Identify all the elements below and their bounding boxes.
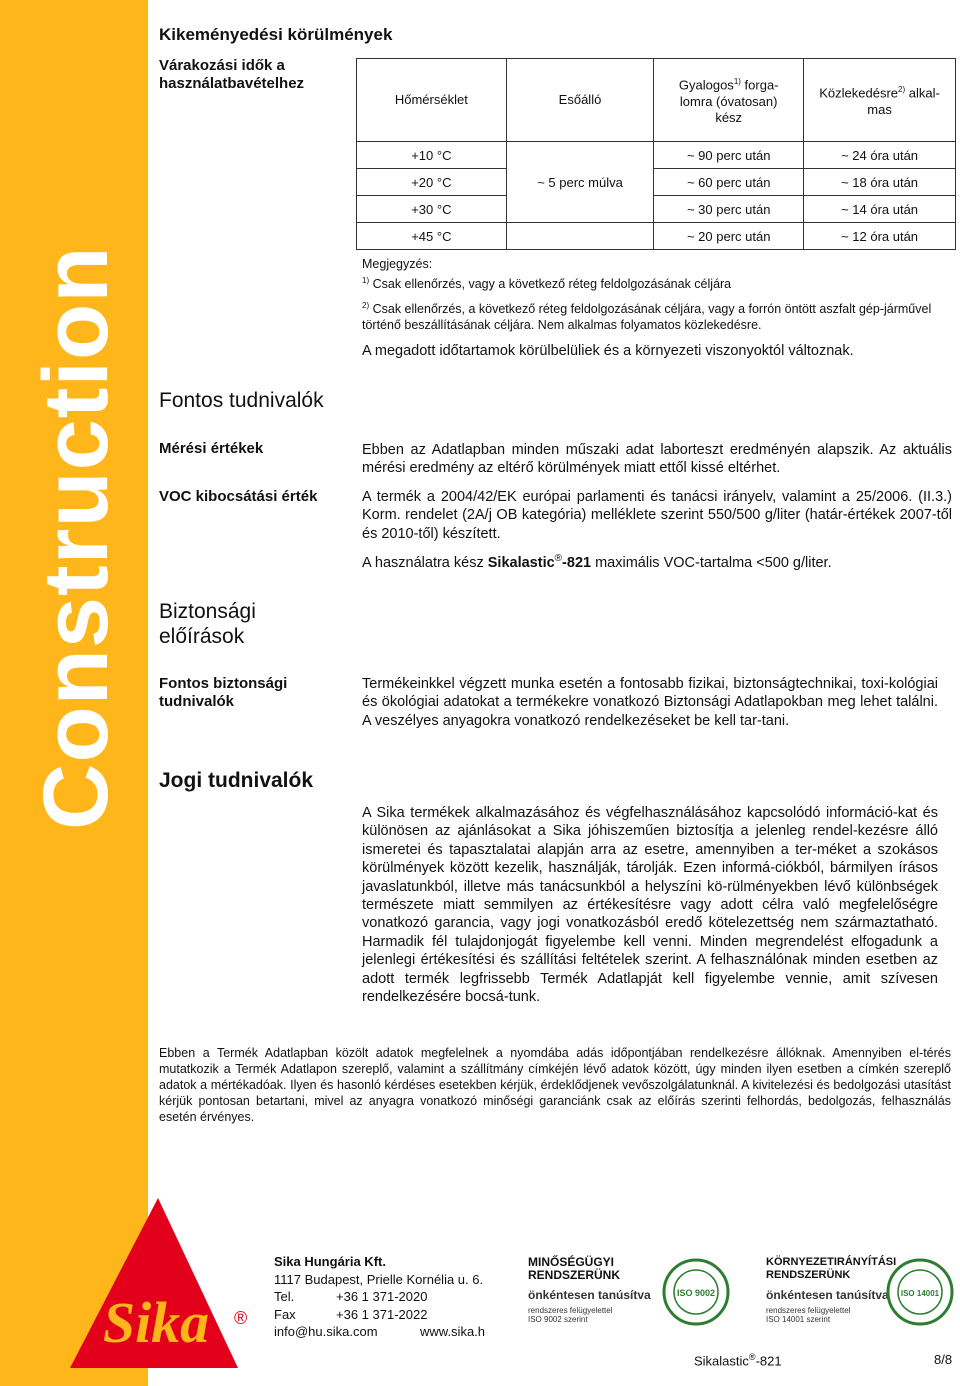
- email-link[interactable]: info@hu.sika.com: [274, 1324, 378, 1339]
- notes-title: Megjegyzés:: [362, 257, 433, 271]
- approx-note: A megadott időtartamok körülbelüliek és a környezeti viszonyoktól változnak.: [362, 343, 854, 359]
- company-name: Sika Hungária Kft.: [274, 1254, 386, 1269]
- legal-title: Jogi tudnivalók: [159, 769, 314, 792]
- voc-text-2: A használatra kész Sikalastic®-821 maximális VOC-tartalma <500 g/liter.: [362, 553, 832, 571]
- web-link[interactable]: www.sika.h: [420, 1324, 486, 1339]
- company-street: 1117 Budapest, Prielle Kornélia u. 6.: [274, 1271, 484, 1287]
- safety-title: Biztonsági előírások: [159, 600, 256, 648]
- cert-env-seal-icon: [886, 1258, 954, 1326]
- legal-text: A Sika termékek alkalmazásához és végfelhasználásához kapcsolódó információ-kat és különösen az ajánlásokat a Sika jóhiszeműen biztosítja a jelenleg rendel-kezésre álló ismeretei és tapasztalatai alapján arra az esetre, amennyiben a ter-méket a szokásos körülmények között kezelik, használják, tárolják. Ezen informá-ciókból, bármilyen írásos javaslatunkból, illetve más tanácsunkból a helyszíni kö-rülményekben lévő különbségek természete miatt semmilyen az értékesítésre vagy adott célra való megfelelőségre vonatkozó garancia, vagy jogi vonatkozásból eredő kötelezettség nem származtatható. Harmadik fél tulajdonjogát figyelembe kell venni. Minden megrendelést elfogadunk a jelenlegi értékesítési és szállítási feltételek szerint. A felhasználónak minden esetben az adott termék legfrissebb Termék Adatlapját kell figyelembe vennie, amit szívesen rendelkezésére bocsá-tunk.: [362, 805, 938, 1006]
- header-vehicle-traffic: Közlekedésre$^{2)}$ alkal-mas: [804, 59, 956, 142]
- table-row: [357, 142, 956, 169]
- company-contact: [274, 1323, 485, 1341]
- measure-label: Mérési értékek: [159, 440, 264, 457]
- safety-text: Termékeinkkel végzett munka esetén a fontosabb fizikai, biztonságtechnikai, toxi-kológiai és ökológiai adatokat a termékekre vonatkozó Biztonsági Adatlapokban meg lehet találni. A veszélyes anyagokra vonatkozó rendelkezéseket be kell tar-tani.: [362, 676, 938, 729]
- curing-title: Kikeményedési körülmények: [159, 25, 393, 44]
- measure-text: Ebben az Adatlapban minden műszaki adat laborteszt eredményén alapszik. Az aktuális mérési eredmény az eltérő körülmények miatt ettől kissé eltérhet.: [362, 442, 952, 477]
- voc-label: VOC kibocsátási érték: [159, 488, 318, 505]
- sika-logo: [68, 1196, 248, 1372]
- curing-table: [356, 58, 956, 250]
- sidebar-band: [0, 0, 148, 1386]
- sidebar-construction-text: Construction: [25, 245, 127, 830]
- footer-page-number: 8/8: [934, 1352, 953, 1367]
- cell-traffic: ~ 12 óra után: [804, 223, 956, 250]
- footer-product: Sikalastic®-821: [694, 1352, 782, 1369]
- cert-env-detail: rendszeres felügyelettel ISO 14001 szerint: [766, 1306, 851, 1324]
- cell-foot: ~ 20 perc után: [654, 223, 804, 250]
- logo-text: Sika: [102, 1290, 210, 1355]
- cell-traffic: ~ 14 óra után: [804, 196, 956, 223]
- cell-temp: +30 °C: [357, 196, 507, 223]
- cell-temp: +10 °C: [357, 142, 507, 169]
- footer-note: Ebben a Termék Adatlapban közölt adatok megfelelnek a nyomdába adás időpontjában rendelkezésre állóknak. Amennyiben el-térés mutatkozik a Termék Adatlapon szereplő, valamint a szállítmány címkéjén lévő adatok között, úgy minden ilyen esetben a címkén szereplő adatok a mértékadóak. Ilyen és hasonló kérdéses esetekben kérjük, érdeklődjenek vevőszolgálatunknál. A kivitelezési és bedolgozási utasítást kérjük pontosan betartani, mivel az anyagra vonatkozó minőségi garanciánk csak az előírás szerinti felhordás, bedolgozás, felhasználás esetén érvényes.: [159, 1046, 951, 1124]
- cert-environment: [766, 1256, 956, 1340]
- cert-quality-seal-icon: [662, 1258, 730, 1326]
- cert-quality-heading: MINŐSÉGÜGYI RENDSZERÜNK: [528, 1255, 621, 1282]
- table-row: [357, 223, 956, 250]
- cell-foot: ~ 30 perc után: [654, 196, 804, 223]
- header-temperature: Hőmérséklet: [357, 59, 507, 142]
- cell-foot: ~ 60 perc után: [654, 169, 804, 196]
- cell-temp: +45 °C: [357, 223, 507, 250]
- cell-foot: ~ 90 perc után: [654, 142, 804, 169]
- header-rainproof: Esőálló: [506, 59, 654, 142]
- cell-rainproof: ~ 5 perc múlva: [506, 142, 654, 223]
- cert-env-heading: KÖRNYEZETIRÁNYÍTÁSI RENDSZERÜNK: [766, 1256, 897, 1281]
- cell-empty: [506, 223, 654, 250]
- cert-quality-seal-text: ISO 9002: [676, 1288, 716, 1298]
- cell-traffic: ~ 18 óra után: [804, 169, 956, 196]
- note-2: $^{2)}$ Csak ellenőrzés, a következő réteg feldolgozásának céljára, vagy a forrón öntött aszfalt gép-járművel történő beszállításának céljára. Nem alkalmas folyamatos közlekedésre.: [362, 301, 932, 333]
- header-foot-traffic: Gyalogos$^{1)}$ forga-lomra (óvatosan) kész: [654, 59, 804, 142]
- safety-label: Fontos biztonsági tudnivalók: [159, 675, 288, 710]
- cert-env-seal-text: ISO 14001: [900, 1289, 940, 1298]
- company-fax: Fax +36 1 371-2022: [274, 1306, 428, 1322]
- cell-traffic: ~ 24 óra után: [804, 142, 956, 169]
- cert-quality-sub: önkéntesen tanúsítva: [528, 1288, 651, 1302]
- table-row: [357, 169, 956, 196]
- important-title: Fontos tudnivalók: [159, 389, 324, 412]
- cert-quality-detail: rendszeres felügyelettel ISO 9002 szerint: [528, 1306, 613, 1324]
- cert-quality: [528, 1256, 732, 1340]
- table-header-row: [357, 59, 956, 142]
- voc-text: A termék a 2004/42/EK európai parlamenti és tanácsi irányelv, valamint a 25/2006. (II.3.) Korm. rendelet (2A/j OB kategória) melléklete szerint 550/500 g/liter (határ-értékek 2007-től és 2010-től) készített.: [362, 489, 952, 542]
- waiting-label: Várakozási idők a használatbavételhez: [159, 57, 305, 92]
- table-row: [357, 196, 956, 223]
- note-1: $^{1)}$ Csak ellenőrzés, vagy a következő réteg feldolgozásának céljára: [362, 276, 732, 292]
- logo-reg: ®: [234, 1308, 248, 1328]
- company-address: [274, 1253, 485, 1341]
- cell-temp: +20 °C: [357, 169, 507, 196]
- cert-env-sub: önkéntesen tanúsítva: [766, 1288, 889, 1302]
- company-tel: Tel. +36 1 371-2020: [274, 1289, 428, 1304]
